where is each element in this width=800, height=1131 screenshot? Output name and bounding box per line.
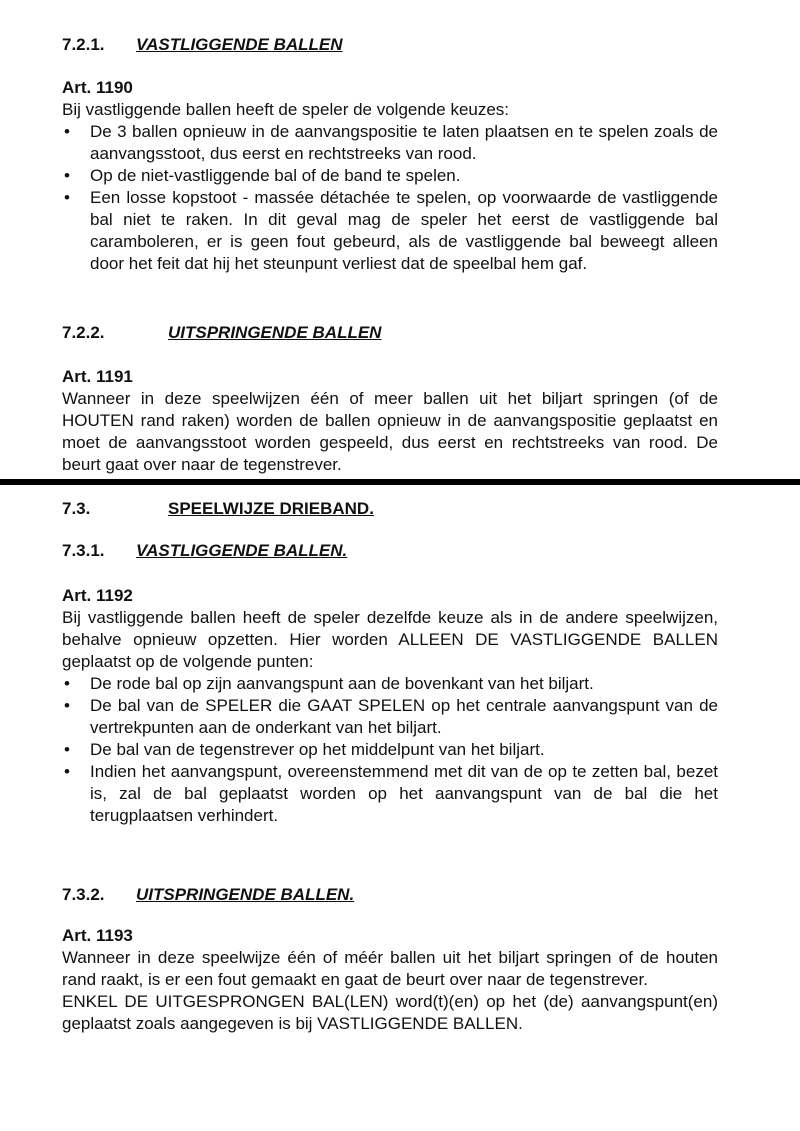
section-title: VASTLIGGENDE BALLEN. <box>136 541 348 560</box>
section-title: UITSPRINGENDE BALLEN <box>168 323 382 342</box>
article-label: Art. 1192 <box>62 586 133 605</box>
article-1193 <box>62 925 718 1035</box>
article-intro: Bij vastliggende ballen heeft de speler de volgende keuzes: <box>62 100 510 119</box>
article-label: Art. 1191 <box>62 367 133 386</box>
section-heading-7-2-1 <box>62 34 718 56</box>
list-item: • De rode bal op zijn aanvangspunt aan de bovenkant van het biljart. <box>62 673 718 695</box>
article-label: Art. 1193 <box>62 926 133 945</box>
list-item: • De bal van de tegenstrever op het middelpunt van het biljart. <box>62 739 718 761</box>
list-item: • Op de niet-vastliggende bal of de band te spelen. <box>62 165 718 187</box>
article-text: Wanneer in deze speelwijze één of méér ballen uit het biljart springen of de houten rand raakt, is er een fout gemaakt en gaat de beurt over naar de tegenstrever. <box>62 948 718 989</box>
section-title: UITSPRINGENDE BALLEN. <box>136 885 355 904</box>
section-number: 7.3. <box>62 499 91 518</box>
section-title: SPEELWIJZE DRIEBAND. <box>168 499 374 518</box>
list-item: • Indien het aanvangspunt, overeenstemmend met dit van de op te zetten bal, bezet is, zal de bal geplaatst worden op het aanvangspunt van de bal die het terugplaatsen verhindert. <box>62 761 718 827</box>
article-intro: Bij vastliggende ballen heeft de speler dezelfde keuze als in de andere speelwijzen, behalve opnieuw opzetten. Hier worden ALLEEN DE VASTLIGGENDE BALLEN geplaatst op de volgende punten: <box>62 608 718 671</box>
section-heading-7-3-1 <box>62 540 718 562</box>
article-text: Wanneer in deze speelwijzen één of meer ballen uit het biljart springen (of de HOUTEN rand raken) worden de ballen opnieuw in de aanvangspositie geplaatst en moet de aanvangsstoot worden gespeeld, dus eerst en rechtstreeks van rood. De beurt gaat over naar de tegenstrever. <box>62 389 718 474</box>
article-1192 <box>62 585 718 827</box>
article-1190 <box>62 77 718 275</box>
section-title: VASTLIGGENDE BALLEN <box>136 35 343 54</box>
section-number: 7.3.1. <box>62 541 105 560</box>
article-1191 <box>62 366 718 476</box>
section-number: 7.2.1. <box>62 35 105 54</box>
list-item: • Een losse kopstoot - massée détachée te spelen, op voorwaarde de vastliggende bal niet te raken. In dit geval mag de speler het eerst de vastliggende bal caramboleren, er is geen fout gebeurd, als de vastliggende bal beweegt alleen door het feit dat hij het steunpunt verliest dat de speelbal hem gaf. <box>62 187 718 275</box>
bullet-list <box>62 121 718 275</box>
bullet-list <box>62 673 718 827</box>
section-heading-7-3 <box>62 498 718 520</box>
divider-bar <box>0 479 800 485</box>
section-heading-7-2-2 <box>62 322 718 344</box>
section-heading-7-3-2 <box>62 884 718 906</box>
article-text: ENKEL DE UITGESPRONGEN BAL(LEN) word(t)(en) op het (de) aanvangspunt(en) geplaatst zoals aangegeven is bij VASTLIGGENDE BALLEN. <box>62 992 718 1033</box>
section-number: 7.2.2. <box>62 323 105 342</box>
list-item: • De bal van de SPELER die GAAT SPELEN op het centrale aanvangspunt van de vertrekpunten aan de onderkant van het biljart. <box>62 695 718 739</box>
list-item: • De 3 ballen opnieuw in de aanvangspositie te laten plaatsen en te spelen zoals de aanvangsstoot, dus eerst en rechtstreeks van rood. <box>62 121 718 165</box>
article-label: Art. 1190 <box>62 78 133 97</box>
section-number: 7.3.2. <box>62 885 105 904</box>
